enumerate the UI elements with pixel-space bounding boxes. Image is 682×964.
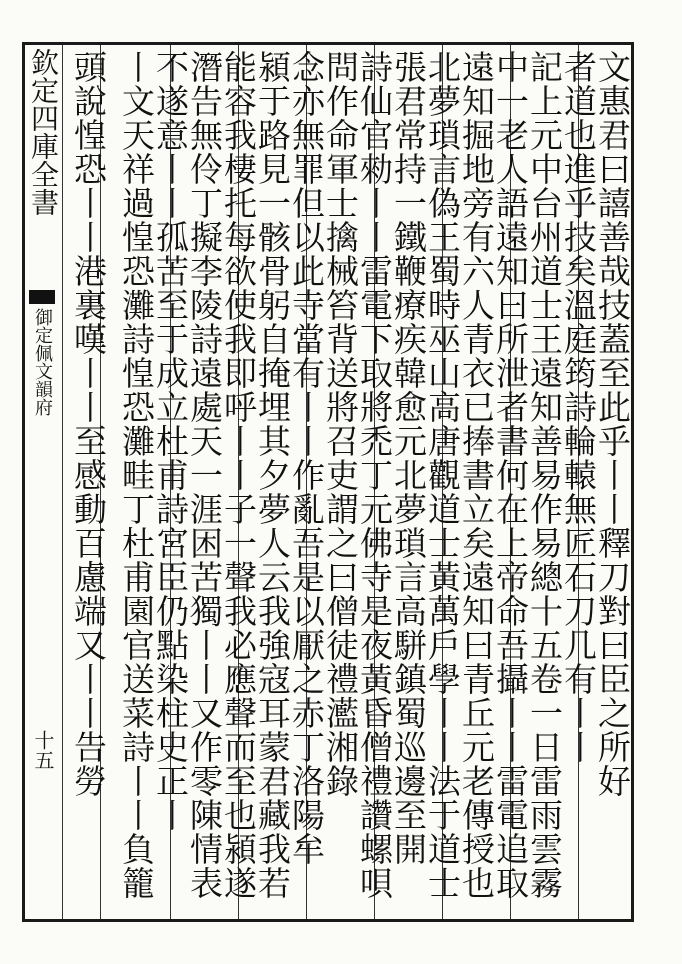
text-column-7: 張君常持一鐵鞭療疾韓愈元北夢瑣言高駢鎮蜀巡邊至開 [389, 50, 428, 866]
text-column-3: 記上元中台州道士王遠知善易作易總十五卷一日雷雨雲霧 [525, 50, 564, 900]
collection-title: 欽定四庫全書 [27, 48, 60, 216]
text-column-13: 潛告無伶丁擬李陵詩遠處天一涯困苦獨丨丨又作零陳情表 [185, 50, 224, 900]
text-column-6: 北夢瑣言偽王蜀時巫山高唐觀道士黃萬戶學丨丨法于道士 [423, 50, 462, 900]
column-rule [62, 45, 63, 919]
text-column-10: 念亦無罪但以此寺當有丨丨作亂吾是以厭之赤丁洛陽牟 [287, 50, 326, 866]
text-column-1: 文惠君曰譆善哉技蓋至此乎丨丨釋刀對曰臣之所好 [593, 50, 632, 798]
text-column-16: 頭說惶恐丨丨港裏嘆丨丨至感動百慮端又丨丨告勞 [69, 50, 108, 798]
book-title: 御定佩文韻府 [32, 308, 53, 416]
fishtail-mark [29, 290, 55, 304]
text-column-4: 中一老人語遠知曰所泄者書何在上帝命吾攝丨丨雷電追取 [491, 50, 530, 900]
text-column-8: 詩仙官勑丨丨雷電下取將禿丁元佛寺是夜黃昏僧禮讚螺唄 [355, 50, 394, 900]
text-column-15: 丨文天祥過惶恐灘詩惶恐灘畦丁杜甫園官送菜詩丨丨負籠 [117, 50, 156, 900]
text-column-11: 潁于路見一骸骨躬自掩埋其夕夢人云我強寇耳蒙君藏我若 [253, 50, 292, 900]
text-column-2: 者道也進乎技矣溫庭筠詩輪轅無匠石刀几有丨丨 [559, 50, 598, 764]
text-column-14: 不遂意丨丨孤苦至于成立杜甫詩宮臣仍點染柱史正丨 [151, 50, 190, 832]
page-number: 十五 [31, 730, 55, 770]
text-column-12: 能容我棲托每欲使我即呼丨丨子一聲我必應聲而至也潁遂 [219, 50, 258, 900]
text-column-5: 遠知掘地旁有六人青衣已捧書立矣遠知曰青丘元老傳授也 [457, 50, 496, 900]
text-column-9: 問作命軍士擒械笞背送將召吏謂之曰僧徒禮灆湘錄 [321, 50, 360, 798]
